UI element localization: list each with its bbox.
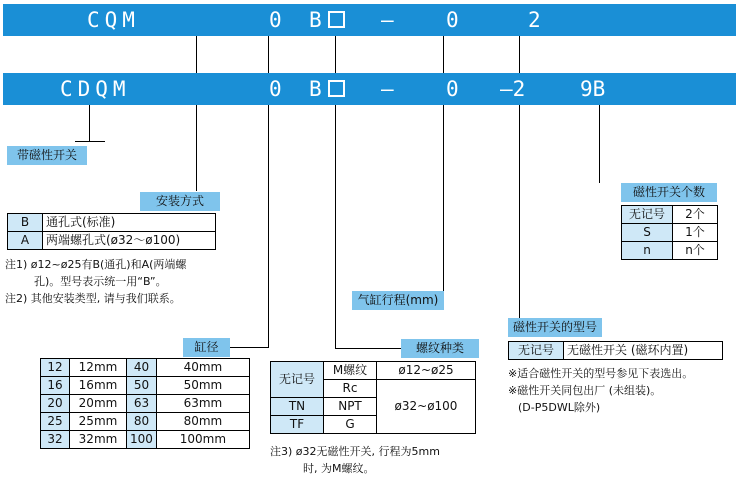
mounting-desc-cell: 通孔式(标准) bbox=[43, 214, 216, 232]
top-code-zero: 0 bbox=[269, 8, 282, 32]
bore-code-cell: 80 bbox=[127, 413, 157, 431]
bore-size-cell: 80mm bbox=[156, 413, 249, 431]
table-row bbox=[41, 431, 250, 449]
switch-type-title: 磁性开关的型号 bbox=[508, 318, 602, 337]
connector-line bbox=[519, 36, 520, 73]
mounting-title: 安装方式 bbox=[140, 192, 220, 211]
leader-line bbox=[599, 105, 600, 183]
top-code-two: 2 bbox=[528, 8, 541, 32]
switch-type-table bbox=[508, 341, 723, 360]
switch-type-code-cell: 无记号 bbox=[509, 342, 564, 360]
bore-size-cell: 16mm bbox=[70, 377, 127, 395]
mounting-desc-cell: 两端螺孔式(ø32～ø100) bbox=[43, 232, 216, 250]
leader-line bbox=[519, 105, 520, 318]
thread-npt-cell: NPT bbox=[324, 398, 377, 416]
thread-note: 时, 为M螺纹。 bbox=[303, 462, 375, 475]
top-code-b: B bbox=[309, 8, 322, 32]
leader-line bbox=[335, 105, 336, 349]
bore-size-cell: 12mm bbox=[70, 359, 127, 377]
bore-code-cell: 32 bbox=[41, 431, 70, 449]
bottom-code-two: —2 bbox=[500, 77, 526, 101]
connector-line bbox=[443, 36, 444, 73]
table-row bbox=[509, 342, 723, 360]
bottom-code-dash: — bbox=[381, 77, 394, 101]
mounting-code-cell: A bbox=[8, 232, 43, 250]
connector-line bbox=[268, 36, 269, 73]
mounting-note: 注2) 其他安装类型, 请与我们联系。 bbox=[5, 292, 181, 305]
bore-size-cell: 63mm bbox=[156, 395, 249, 413]
switch-type-desc-cell: 无磁性开关 (磁环内置) bbox=[564, 342, 723, 360]
bore-size-cell: 25mm bbox=[70, 413, 127, 431]
switch-type-note: (D-P5DWL除外) bbox=[518, 401, 601, 414]
thread-tn-cell: TN bbox=[271, 398, 324, 416]
mounting-table bbox=[7, 213, 216, 250]
bore-code-cell: 25 bbox=[41, 413, 70, 431]
switch-count-qty-cell: 1个 bbox=[673, 224, 718, 242]
leader-line bbox=[89, 105, 90, 141]
switch-count-title: 磁性开关个数 bbox=[621, 183, 717, 202]
bore-size-cell: 40mm bbox=[156, 359, 249, 377]
table-row bbox=[622, 206, 718, 224]
bore-code-cell: 50 bbox=[127, 377, 157, 395]
bore-code-cell: 12 bbox=[41, 359, 70, 377]
switch-type-note: ※适合磁性开关的型号参见下表选出。 bbox=[508, 367, 694, 380]
bottom-code-9b: 9B bbox=[580, 77, 606, 101]
connector-line bbox=[196, 36, 197, 73]
leader-line bbox=[335, 348, 401, 349]
table-row bbox=[8, 214, 216, 232]
bore-table bbox=[40, 358, 250, 449]
stroke-label: 气缸行程(mm) bbox=[352, 291, 444, 310]
bore-size-cell: 32mm bbox=[70, 431, 127, 449]
switch-count-code-cell: n bbox=[622, 242, 673, 260]
bottom-model-code-bar bbox=[3, 73, 736, 105]
table-row bbox=[271, 362, 476, 380]
mounting-code-cell: B bbox=[8, 214, 43, 232]
bore-title: 缸径 bbox=[183, 338, 230, 357]
thread-size-small-cell: ø12~ø25 bbox=[377, 362, 476, 380]
top-code-placeholder-box bbox=[328, 11, 345, 28]
table-row bbox=[41, 359, 250, 377]
thread-title: 螺纹种类 bbox=[401, 339, 479, 358]
bore-size-cell: 100mm bbox=[156, 431, 249, 449]
thread-m-cell: M螺纹 bbox=[324, 362, 377, 380]
switch-count-qty-cell: n个 bbox=[673, 242, 718, 260]
top-code-zero-2: 0 bbox=[446, 8, 459, 32]
thread-none-cell: 无记号 bbox=[271, 362, 324, 398]
bottom-code-placeholder-box bbox=[328, 80, 345, 97]
bore-size-cell: 50mm bbox=[156, 377, 249, 395]
mounting-note: 注1) ø12~ø25有B(通孔)和A(两端螺 bbox=[5, 258, 187, 271]
connector-line bbox=[335, 36, 336, 73]
magnetic-switch-label: 带磁性开关 bbox=[7, 146, 87, 165]
top-code-dash: — bbox=[381, 8, 394, 32]
table-row bbox=[8, 232, 216, 250]
thread-size-large-cell: ø32~ø100 bbox=[377, 380, 476, 434]
bore-code-cell: 16 bbox=[41, 377, 70, 395]
bottom-code-zero-2: 0 bbox=[446, 77, 459, 101]
leader-line bbox=[268, 105, 269, 347]
thread-note: 注3) ø32无磁性开关, 行程为5mm bbox=[270, 445, 440, 458]
leader-line bbox=[443, 105, 444, 291]
thread-table bbox=[270, 361, 476, 434]
switch-count-qty-cell: 2个 bbox=[673, 206, 718, 224]
top-model-code-bar bbox=[3, 4, 736, 36]
bottom-code-zero: 0 bbox=[269, 77, 282, 101]
mounting-note: 孔)。型号表示统一用“B”。 bbox=[34, 275, 167, 288]
table-row bbox=[41, 413, 250, 431]
thread-tf-cell: TF bbox=[271, 416, 324, 434]
table-row bbox=[622, 242, 718, 260]
bore-code-cell: 20 bbox=[41, 395, 70, 413]
table-row bbox=[41, 377, 250, 395]
switch-type-note: ※磁性开关同包出厂 (未组装)。 bbox=[508, 384, 662, 397]
leader-line bbox=[75, 141, 105, 142]
thread-g-cell: G bbox=[324, 416, 377, 434]
bore-code-cell: 63 bbox=[127, 395, 157, 413]
bottom-code-b: B bbox=[309, 77, 322, 101]
switch-count-code-cell: S bbox=[622, 224, 673, 242]
top-code-series: CQM bbox=[87, 8, 140, 32]
switch-count-table bbox=[621, 205, 718, 260]
bore-size-cell: 20mm bbox=[70, 395, 127, 413]
table-row bbox=[41, 395, 250, 413]
bore-code-cell: 40 bbox=[127, 359, 157, 377]
leader-line bbox=[196, 105, 197, 191]
bottom-code-series: CDQM bbox=[60, 77, 131, 101]
switch-count-code-cell: 无记号 bbox=[622, 206, 673, 224]
leader-line bbox=[230, 347, 269, 348]
bore-code-cell: 100 bbox=[127, 431, 157, 449]
table-row bbox=[622, 224, 718, 242]
thread-rc-cell: Rc bbox=[324, 380, 377, 398]
